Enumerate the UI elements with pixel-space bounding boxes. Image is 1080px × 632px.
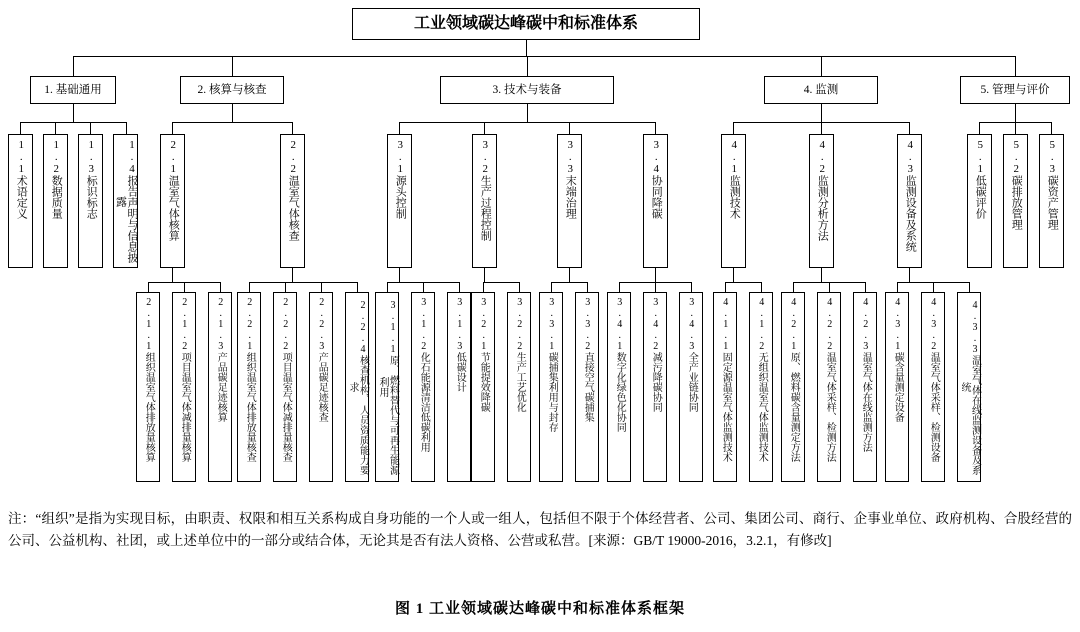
connector [569, 122, 570, 134]
connector [821, 268, 822, 282]
connector [527, 104, 528, 122]
node-2.1-温室气体核算: 2.1温室气体核算 [160, 134, 185, 268]
node-4.2.1: 4.2.1原、燃料碳含量测定方法 [781, 292, 805, 482]
connector [979, 122, 980, 134]
node-1.1-术语定义: 1.1术语定义 [8, 134, 33, 268]
connector [73, 56, 1015, 57]
connector [232, 56, 233, 76]
node-1.2-数据质量: 1.2数据质量 [43, 134, 68, 268]
connector [90, 122, 91, 134]
node-4.3.1: 4.3.1碳含量测定设备 [885, 292, 909, 482]
figure-caption: 图 1 工业领域碳达峰碳中和标准体系框架 [394, 601, 685, 617]
connector [655, 268, 656, 282]
node-3.4.2: 3.4.2减污降碳协同 [643, 292, 667, 482]
connector [172, 122, 292, 123]
connector [292, 122, 293, 134]
node-4-监测: 4. 监测 [764, 76, 878, 104]
node-1.3-标识标志: 1.3标识标志 [78, 134, 103, 268]
connector [733, 268, 734, 282]
node-4.1.2: 4.1.2无组织温室气体监测技术 [749, 292, 773, 482]
node-3.2.1: 3.2.1节能提效降碳 [471, 292, 495, 482]
connector [148, 282, 149, 292]
connector [399, 122, 400, 134]
connector [933, 282, 934, 292]
connector [172, 122, 173, 134]
connector [655, 282, 656, 292]
node-3.1.2: 3.1.2化石能源清洁低碳利用 [411, 292, 435, 482]
node-2.1.1: 2.1.1组织温室气体排放量核算 [136, 292, 160, 482]
node-2-核算与核查: 2. 核算与核查 [180, 76, 284, 104]
connector [909, 268, 910, 282]
connector [459, 282, 460, 292]
connector [249, 282, 250, 292]
connector [1015, 56, 1016, 76]
node-5.2-碳排放管理: 5.2碳排放管理 [1003, 134, 1028, 268]
connector [483, 282, 484, 292]
connector [292, 268, 293, 282]
connector [484, 268, 485, 282]
connector [55, 122, 56, 134]
connector [73, 104, 74, 122]
connector [733, 122, 734, 134]
root-node: 工业领域碳达峰碳中和标准体系 [352, 8, 700, 40]
figure-note: 注：“组织”是指为实现目标，由职责、权限和相互关系构成自身功能的一个人或一组人，包括但不限于个体经营者、公司、集团公司、商行、企事业单位、政府机构、合股经营的公司、公益机构、社团，或上述单位中的一部分或结合体，无论其是否有法人资格、公营或私营。[来源：GB/T 19000-2016，3.2.1，有修改] [8, 511, 1072, 548]
connector [20, 122, 126, 123]
connector [220, 282, 221, 292]
connector [969, 282, 970, 292]
node-2.2.1: 2.2.1组织温室气体排放量核查 [237, 292, 261, 482]
node-1-基础通用: 1. 基础通用 [30, 76, 116, 104]
connector [829, 282, 830, 292]
connector [821, 56, 822, 76]
node-2.1.3: 2.1.3产品碳足迹核算 [208, 292, 232, 482]
node-5-管理与评价: 5. 管理与评价 [960, 76, 1070, 104]
node-4.1.1: 4.1.1固定源温室气体监测技术 [713, 292, 737, 482]
connector [1015, 122, 1016, 134]
connector [519, 282, 520, 292]
connector [249, 282, 357, 283]
node-4.2-监测分析方法: 4.2监测分析方法 [809, 134, 834, 268]
node-2.2-温室气体核查: 2.2温室气体核查 [280, 134, 305, 268]
connector [1051, 122, 1052, 134]
connector [551, 282, 552, 292]
connector [725, 282, 761, 283]
connector [526, 40, 527, 56]
connector [897, 282, 898, 292]
node-2.1.2: 2.1.2项目温室气体减排量核算 [172, 292, 196, 482]
connector [619, 282, 620, 292]
connector [527, 56, 528, 76]
connector [184, 282, 185, 292]
connector [357, 282, 358, 292]
node-3.3-末端治理: 3.3末端治理 [557, 134, 582, 268]
node-3.4-协同降碳: 3.4协同降碳 [643, 134, 668, 268]
node-3.1-源头控制: 3.1源头控制 [387, 134, 412, 268]
connector [793, 282, 794, 292]
connector [126, 122, 127, 134]
connector [569, 268, 570, 282]
connector [587, 282, 588, 292]
connector [321, 282, 322, 292]
connector [655, 122, 656, 134]
connector [399, 122, 655, 123]
connector [232, 104, 233, 122]
node-5.1-低碳评价: 5.1低碳评价 [967, 134, 992, 268]
connector [865, 282, 866, 292]
connector [20, 122, 21, 134]
node-3.2.2: 3.2.2生产工艺优化 [507, 292, 531, 482]
node-3.4.3: 3.4.3全产业链协同 [679, 292, 703, 482]
connector [484, 122, 485, 134]
node-3.3.2: 3.3.2直接空气碳捕集 [575, 292, 599, 482]
node-3.3.1: 3.3.1碳捕集利用与封存 [539, 292, 563, 482]
node-4.1-监测技术: 4.1监测技术 [721, 134, 746, 268]
connector [725, 282, 726, 292]
node-4.2.2: 4.2.2温室气体采样、检测方法 [817, 292, 841, 482]
node-3.1.1: 3.1.1原、燃料替代与可再生能源利用 [375, 292, 399, 482]
node-4.3-监测设备及系统: 4.3监测设备及系统 [897, 134, 922, 268]
node-2.2.4: 2.2.4核查机构、人员资质能力要求 [345, 292, 369, 482]
node-4.2.3: 4.2.3温室气体在线监测方法 [853, 292, 877, 482]
node-4.3.3: 4.3.3温室气体在线监测设备及系统 [957, 292, 981, 482]
node-3.2-生产过程控制: 3.2生产过程控制 [472, 134, 497, 268]
connector [821, 104, 822, 122]
connector [73, 56, 74, 76]
node-3.4.1: 3.4.1数字化绿色化协同 [607, 292, 631, 482]
node-4.3.2: 4.3.2温室气体采样、检测设备 [921, 292, 945, 482]
connector [399, 268, 400, 282]
connector [1015, 104, 1016, 122]
connector [551, 282, 587, 283]
connector [423, 282, 424, 292]
node-1.4-报告声明与信息披露: 1.4报告声明与信息披露 [113, 134, 138, 268]
connector [909, 122, 910, 134]
connector [821, 122, 822, 134]
node-3-技术与装备: 3. 技术与装备 [440, 76, 614, 104]
node-5.3-碳资产管理: 5.3碳资产管理 [1039, 134, 1064, 268]
connector [483, 282, 519, 283]
connector [761, 282, 762, 292]
connector [691, 282, 692, 292]
node-3.1.3: 3.1.3低碳设计 [447, 292, 471, 482]
connector [172, 268, 173, 282]
node-2.2.2: 2.2.2项目温室气体减排量核查 [273, 292, 297, 482]
connector [285, 282, 286, 292]
node-2.2.3: 2.2.3产品碳足迹核查 [309, 292, 333, 482]
connector [387, 282, 388, 292]
